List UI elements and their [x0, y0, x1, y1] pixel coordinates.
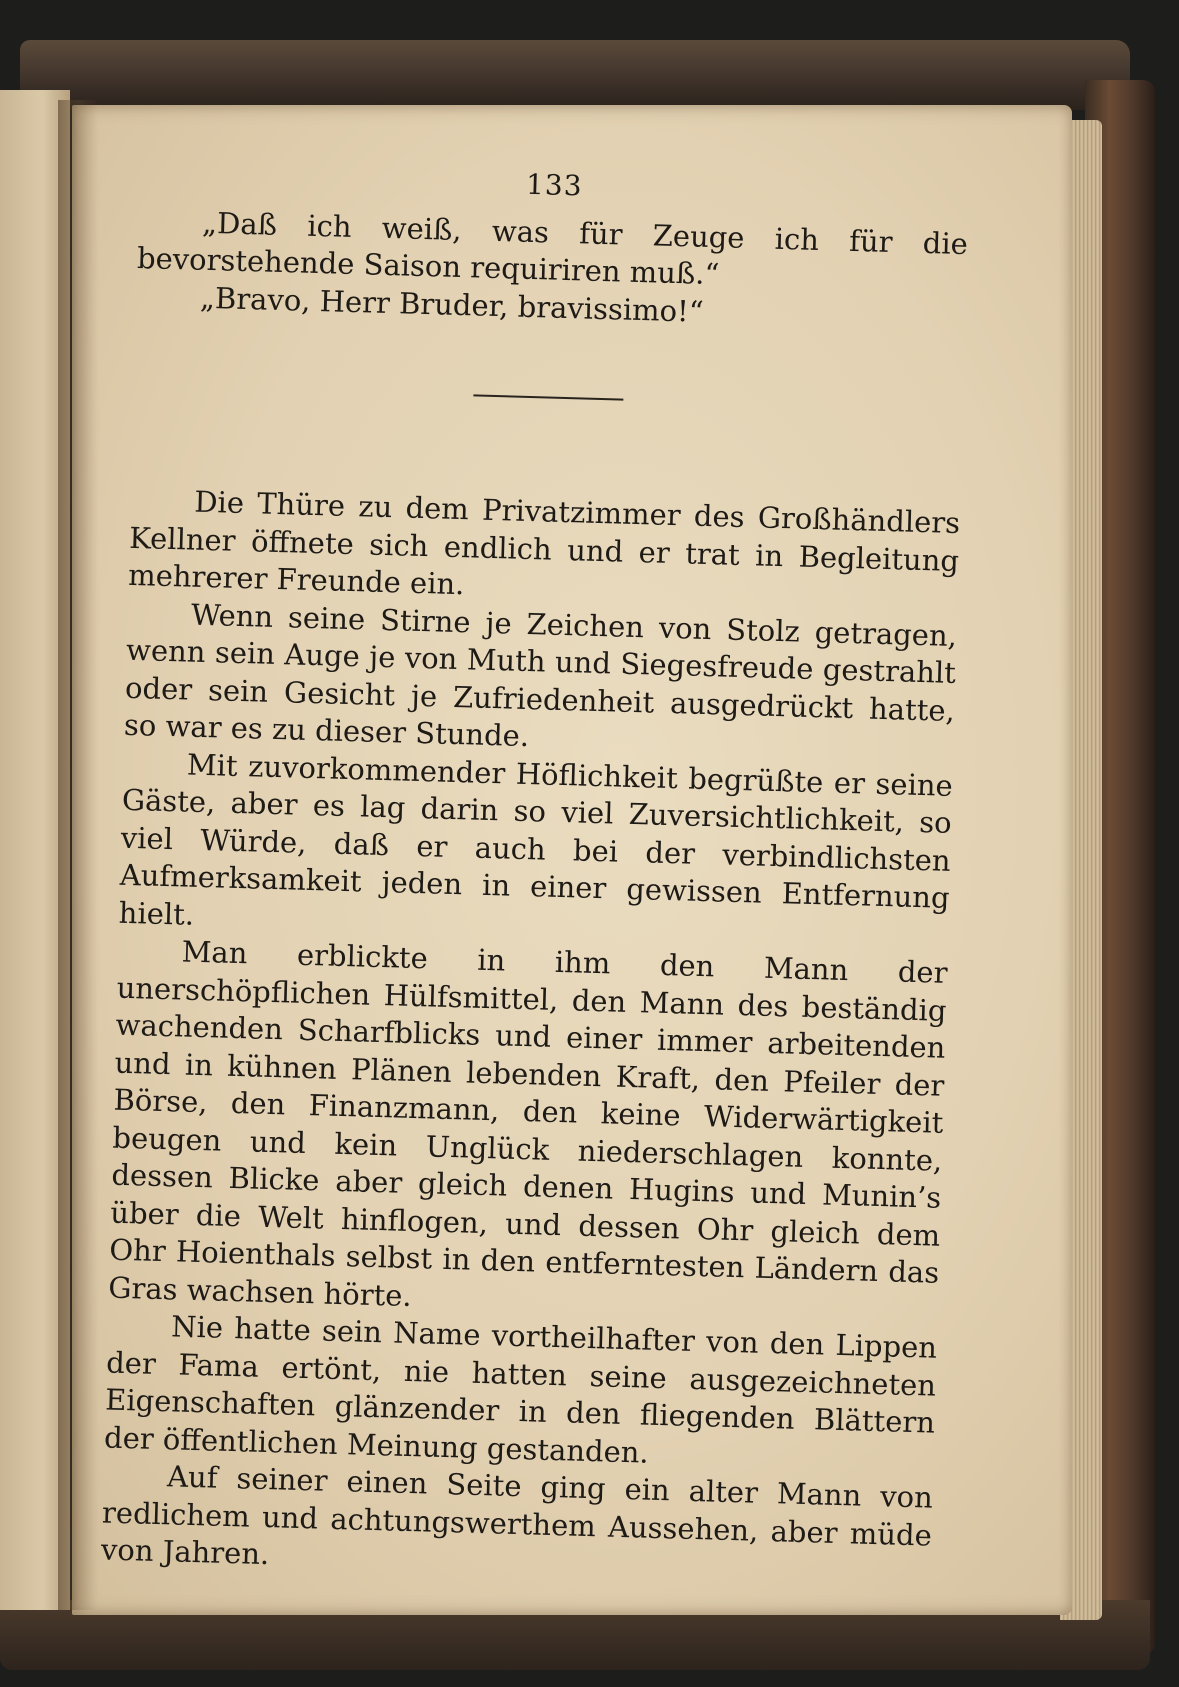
paragraph-5: Nie hatte sein Name vortheilhafter von den Lippen der Fama ertönt, nie hatten seine ausgezeichneten Eigenschaften glänzender in den fliegenden Blättern der öffentlichen Meinung gestanden.	[103, 1309, 938, 1470]
paragraph-dialogue-1: „Daß ich weiß, was für Zeuge ich für die bevorstehende Saison requiriren muß.“	[136, 205, 969, 292]
paragraph-dialogue-2: „Bravo, Herr Bruder, bravissimo!“	[199, 280, 705, 329]
paragraph-4: Man erblickte in ihm den Mann der unerschöpflichen Hülfsmittel, den Mann des beständig wachenden Scharfblicks und einer immer arbeitenden und in kühnen Plänen lebenden Kraft, den Pfeiler der Börse, den Finanzmann, den keine Widerwärtigkeit beugen und kein Unglück niederschlagen konnte, dessen Blicke aber gleich denen Hugins und Munin’s über die Welt hinflogen, und dessen Ohr gleich dem Ohr Hoienthals selbst in den entferntesten Ländern das Gras wachsen hörte.	[107, 934, 948, 1313]
section-divider	[473, 394, 623, 400]
book-cover-top	[20, 40, 1130, 110]
page-text-block	[101, 155, 970, 1592]
book-gutter	[58, 100, 98, 1610]
page-number: 133	[525, 167, 583, 203]
paragraph-2: Wenn seine Stirne je Zeichen von Stolz getragen, wenn sein Auge je von Muth und Siegesfreude gestrahlt oder sein Gesicht je Zufriedenheit ausgedrückt hatte, so war es zu dieser Stunde.	[123, 597, 958, 754]
paragraph-6: Auf seiner einen Seite ging ein alter Mann von redlichem und achtungswerthem Aussehen, aber müde von Jahren.	[100, 1459, 934, 1572]
paragraph-1: Die Thüre zu dem Privatzimmer des Großhändlers Kellner öffnete sich endlich und er trat in Begleitung mehrerer Freunde ein.	[127, 484, 961, 602]
paragraph-3: Mit zuvorkommender Höflichkeit begrüßte er seine Gäste, aber es lag darin so viel Zuversichtlichkeit, so viel Würde, daß er auch bei der verbindlichsten Aufmerksamkeit jeden in einer gewissen Entfernung hielt.	[118, 747, 954, 932]
